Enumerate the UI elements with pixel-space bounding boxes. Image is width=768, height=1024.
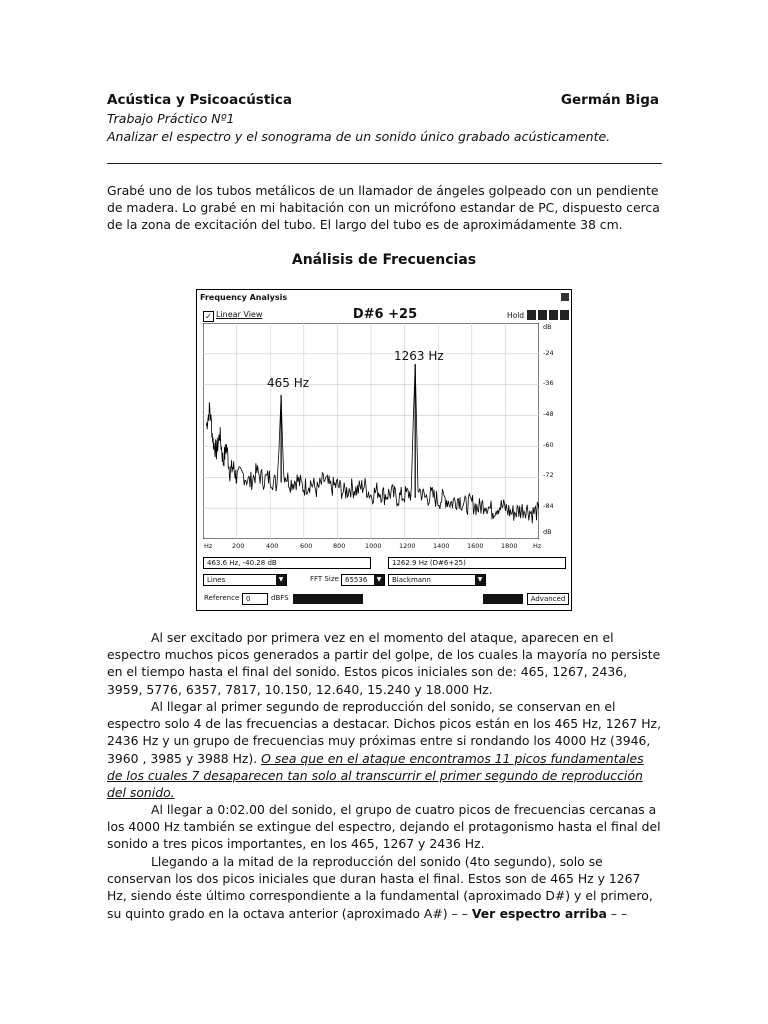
y-tick: -36 bbox=[543, 379, 554, 387]
hold-curve-icon[interactable] bbox=[549, 310, 558, 320]
hold-peak-icon[interactable] bbox=[538, 310, 547, 320]
dashes-after: – – bbox=[610, 905, 628, 921]
chevron-down-icon[interactable]: ▼ bbox=[374, 575, 384, 585]
y-unit-top: dB bbox=[543, 323, 552, 331]
x-tick: 1600 bbox=[467, 542, 484, 550]
y-axis-ticks bbox=[541, 323, 569, 539]
y-tick: -72 bbox=[543, 471, 554, 479]
paragraph-2: Al llegar al primer segundo de reproducción del sonido, se conservan en el espectro solo 4 de las frecuencias a destacar. Dichos picos están en los 465 Hz, 1267 Hz, 2436 Hz y un grupo de frecuencias muy próximas entre si rondando los 4000 Hz (3946, 3960 , 3985 y 3988 Hz). O sea que en el ataque encontramos 11 picos fundamentales de los cuales 7 desaparecen tan solo al transcurrir el primer segundo de reproducción del sonido. bbox=[107, 699, 662, 801]
advanced-button[interactable]: Advanced bbox=[527, 593, 569, 605]
peak-1263-label: 1263 Hz bbox=[394, 349, 444, 363]
author-name: Germán Biga bbox=[560, 92, 659, 108]
paragraph-4: Llegando a la mitad de la reproducción del sonido (4to segundo), solo se conservan los dos picos iniciales que duran hasta el final. Estos son de 465 Hz y 1267 Hz, siendo éste último correspondiente a la fundamental (aproximado D#) y el primero, su quinto grado en la octava anterior (aproximado A#) – – Ver espectro arriba – – bbox=[107, 854, 653, 921]
black-option-button[interactable] bbox=[483, 594, 523, 604]
window-title: Frequency Analysis bbox=[200, 293, 288, 302]
paragraph-1: Al ser excitado por primera vez en el momento del ataque, aparecen en el espectro muchos picos generados a partir del golpe, de los cuales la mayoría no persiste en el tiempo hasta el final del sonido. Estos picos iniciales son de: 465, 1267, 2436, 3959, 5776, 6357, 7817, 10.150, 12.640, 15.240 y 18.000 Hz. bbox=[107, 630, 661, 697]
x-unit: Hz bbox=[204, 542, 213, 550]
note-readout: D#6 +25 bbox=[352, 307, 418, 322]
x-tick: 800 bbox=[333, 542, 346, 550]
x-unit-end: Hz bbox=[533, 542, 542, 550]
window-function-select[interactable]: Blackmann bbox=[388, 574, 486, 586]
hold-label: Hold bbox=[507, 311, 525, 320]
y-tick: -84 bbox=[543, 502, 554, 510]
section-title: Análisis de Frecuencias bbox=[291, 252, 477, 268]
peak-readout: 1262.9 Hz (D#6+25) bbox=[388, 557, 566, 569]
hold-bar-icon[interactable] bbox=[527, 310, 536, 320]
reference-input[interactable]: 0 bbox=[242, 593, 268, 605]
header-row bbox=[107, 92, 659, 112]
peak-465-label: 465 Hz bbox=[267, 376, 310, 390]
chevron-down-icon[interactable]: ▼ bbox=[475, 575, 485, 585]
spectrum-svg bbox=[203, 323, 539, 539]
frequency-analysis-window bbox=[196, 289, 572, 611]
fft-size-label: FFT Size bbox=[310, 575, 339, 583]
fft-size-select[interactable]: 65536 bbox=[341, 574, 385, 586]
linear-view-checkbox[interactable]: ✓ bbox=[203, 311, 214, 322]
y-tick: -24 bbox=[543, 349, 554, 357]
spectrum-link-text: Ver espectro arriba bbox=[471, 905, 607, 921]
x-tick: 1000 bbox=[365, 542, 382, 550]
chevron-down-icon[interactable]: ▼ bbox=[276, 575, 286, 585]
x-tick: 1800 bbox=[501, 542, 518, 550]
paragraph-3: Al llegar a 0:02.00 del sonido, el grupo de cuatro picos de frecuencias cercanas a los 4000 Hz también se extingue del espectro, dejando el protagonismo hasta el final del sonido a tres picos importantes, en los 465, 1267 y 2436 Hz. bbox=[107, 802, 661, 852]
y-unit-bottom: dB bbox=[543, 528, 552, 536]
close-icon[interactable] bbox=[561, 293, 569, 301]
y-tick: -60 bbox=[543, 441, 554, 449]
x-axis-ticks bbox=[203, 542, 543, 552]
course-title: Acústica y Psicoacústica bbox=[107, 92, 293, 108]
black-control-button[interactable] bbox=[293, 594, 363, 604]
x-tick: 600 bbox=[300, 542, 313, 550]
spectrum-plot[interactable] bbox=[203, 323, 539, 539]
linear-view-label: Linear View bbox=[216, 310, 263, 319]
dashes-before: – – bbox=[451, 905, 468, 921]
intro-paragraph: Grabé uno de los tubos metálicos de un llamador de ángeles golpeado con un pendiente de madera. Lo grabé en mi habitación con un micrófono estandar de PC, dispuesto cerca de la zona de excitación del tubo. El largo del tubo es de aproximádamente 38 cm. bbox=[107, 183, 660, 233]
x-tick: 1400 bbox=[433, 542, 450, 550]
y-tick: -48 bbox=[543, 410, 554, 418]
reference-unit: dBFS bbox=[271, 594, 289, 602]
header-divider bbox=[107, 163, 662, 164]
display-mode-select[interactable]: Lines bbox=[203, 574, 287, 586]
x-tick: 1200 bbox=[399, 542, 416, 550]
paragraph-2-emphasis: O sea que en el ataque encontramos 11 picos fundamentales de los cuales 7 desaparecen tan solo al transcurrir el primer segundo de reproducción del sonido. bbox=[107, 750, 644, 801]
cursor-readout: 463.6 Hz, -40.28 dB bbox=[203, 557, 371, 569]
hold-grid-icon[interactable] bbox=[560, 310, 569, 320]
assignment-description: Analizar el espectro y el sonograma de un sonido único grabado acústicamente. bbox=[107, 129, 611, 144]
x-tick: 200 bbox=[232, 542, 245, 550]
reference-label: Reference bbox=[204, 594, 240, 602]
x-tick: 400 bbox=[266, 542, 279, 550]
assignment-title: Trabajo Práctico Nº1 bbox=[107, 111, 235, 126]
